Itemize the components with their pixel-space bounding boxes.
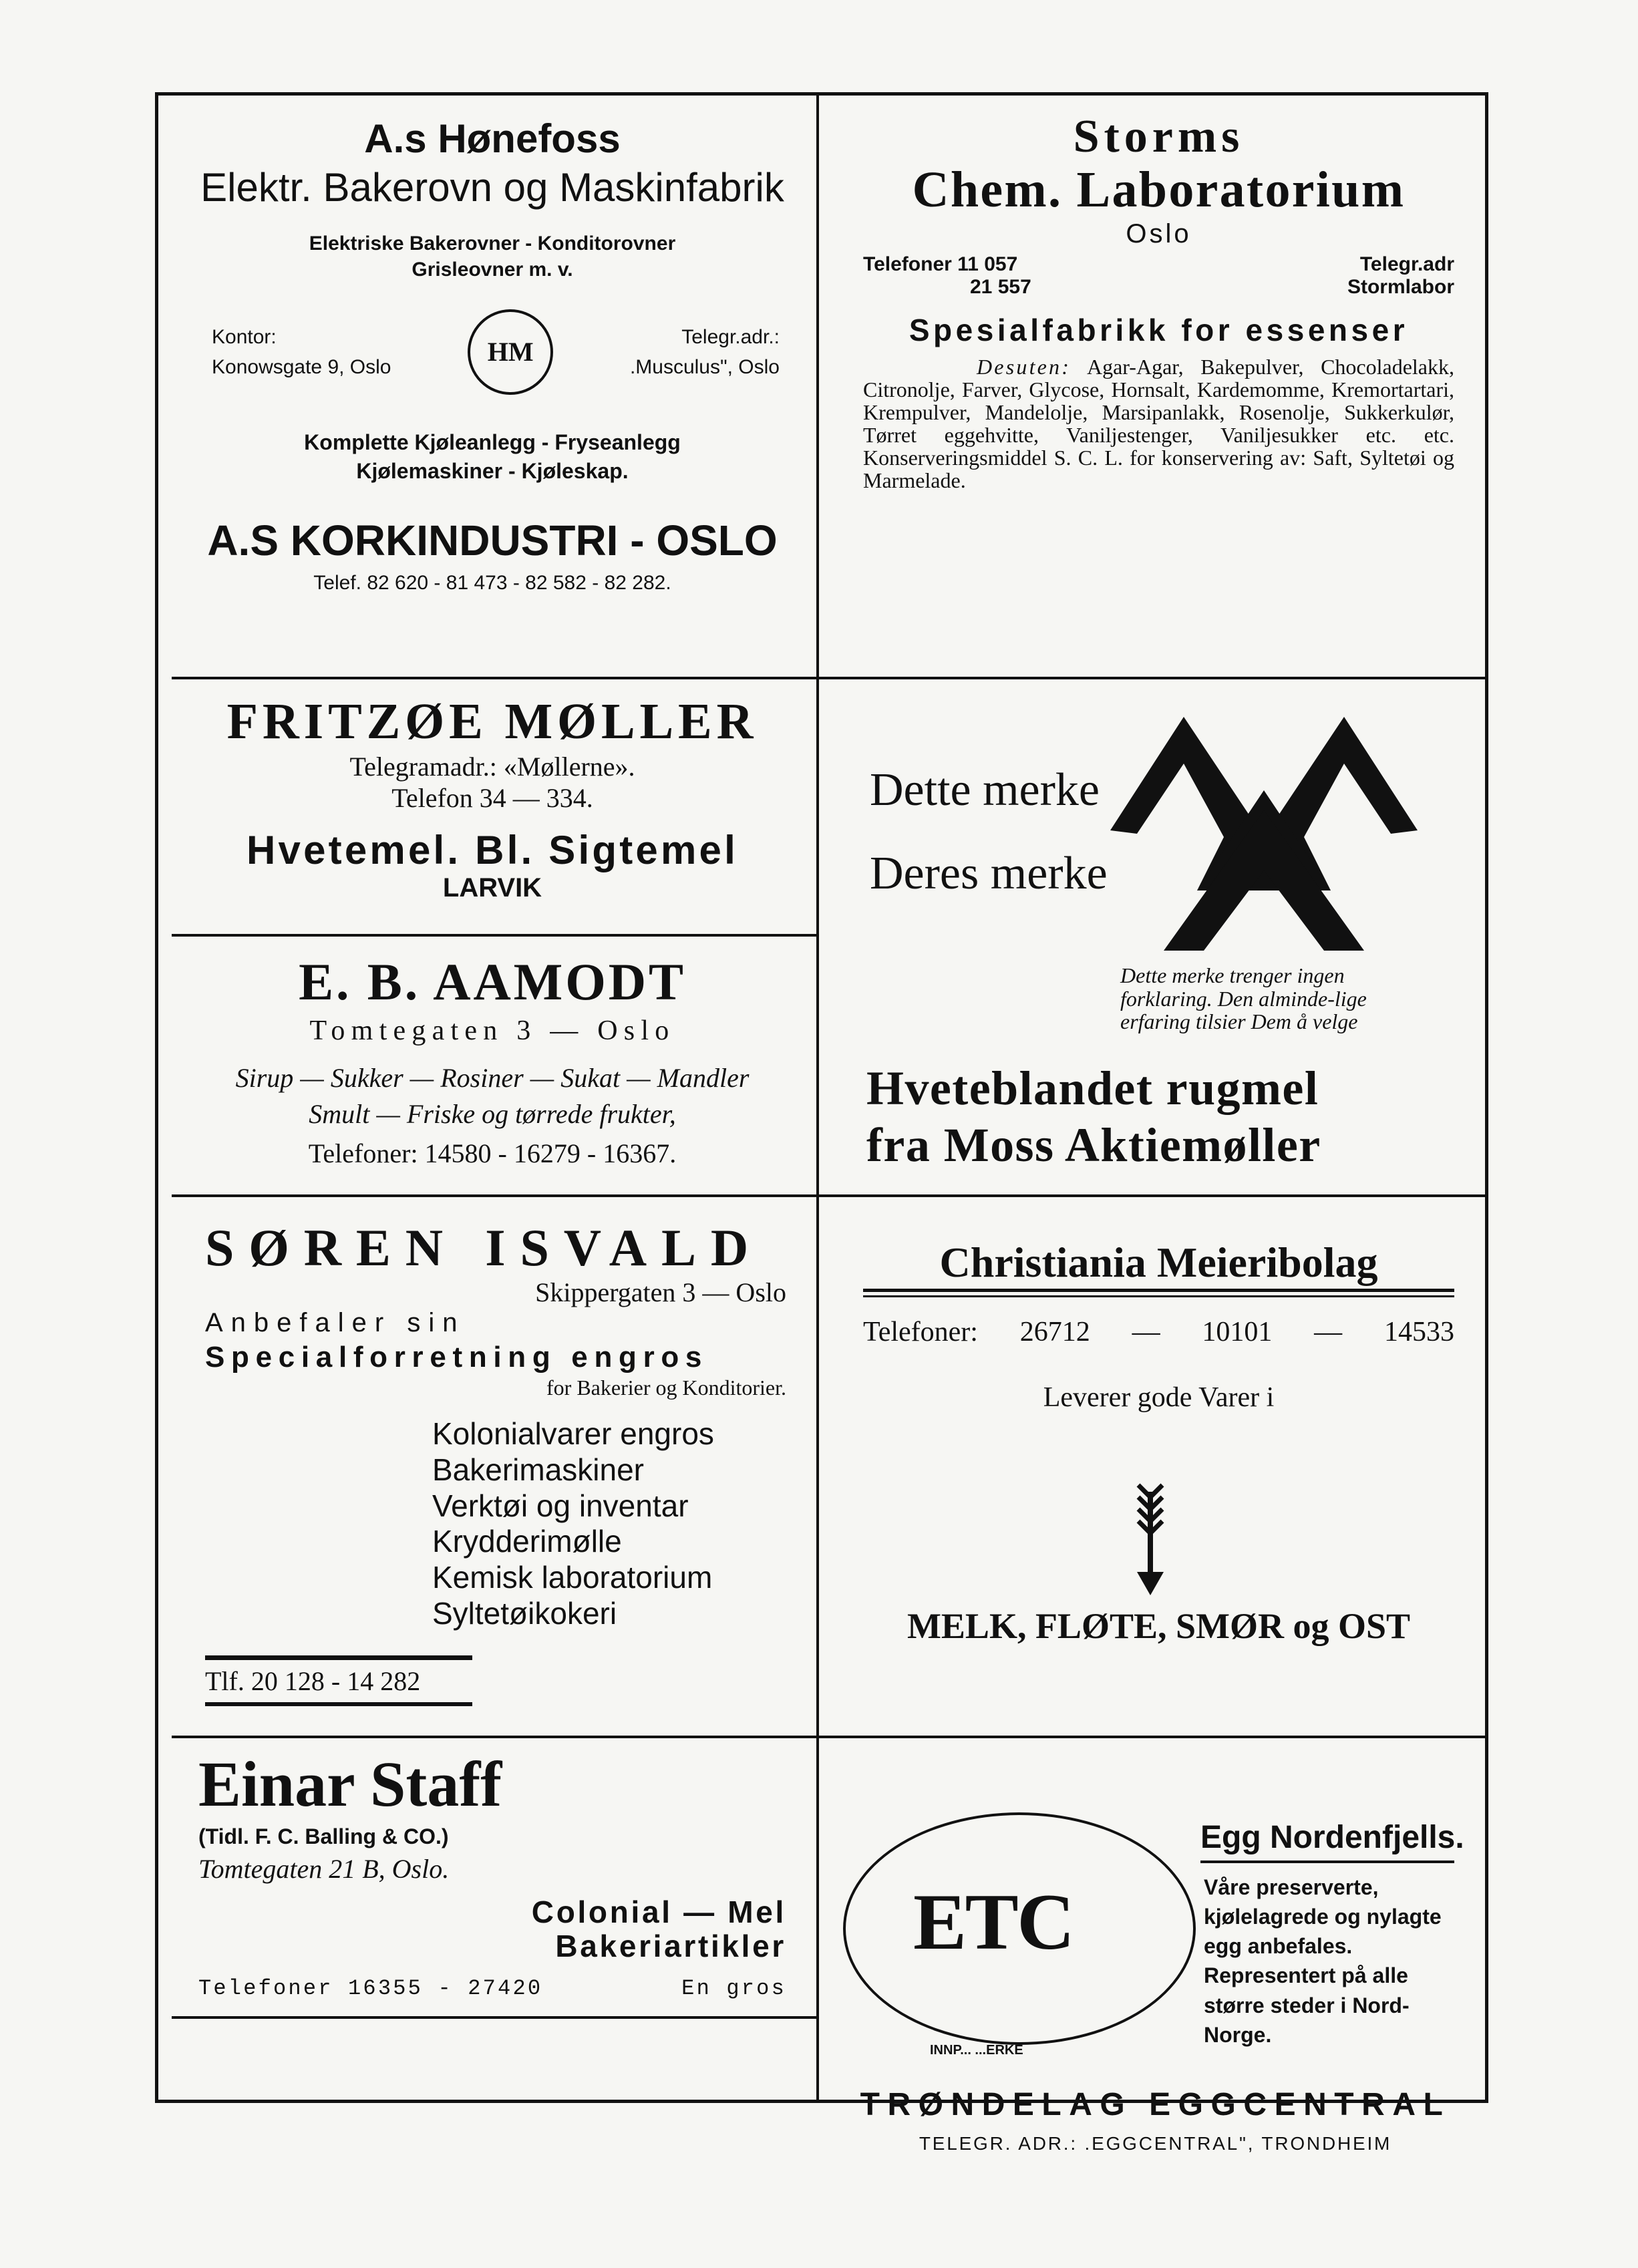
- moss-merke-2: Deres merke: [870, 848, 1108, 899]
- storms-subtitle: Chem. Laboratorium: [912, 162, 1406, 218]
- storms-contact: [863, 253, 1454, 299]
- fritzoe-tel: Telefon 34 — 334.: [391, 783, 593, 813]
- isvald-line-2: Specialforretning engros: [205, 1341, 709, 1373]
- meieri-tel-1: 26712: [1019, 1317, 1090, 1347]
- etc-mark: INNP... ...ERKE: [930, 2043, 1023, 2058]
- telegr-value: .Musculus", Oslo: [629, 356, 780, 378]
- honefoss-products-1: Elektriske Bakerovner - Konditorovner: [309, 232, 676, 255]
- isvald-rule-bottom: [205, 1702, 472, 1706]
- ad-moss: [830, 683, 1481, 1198]
- list-item: Verktøi og inventar: [432, 1488, 689, 1523]
- staff-engros: En gros: [681, 1976, 786, 2001]
- moss-merke-1: Dette merke: [870, 764, 1100, 816]
- aamodt-address: Tomtegaten 3 — Oslo: [309, 1015, 675, 1046]
- isvald-line-3: for Bakerier og Konditorier.: [546, 1375, 786, 1400]
- storms-tel-label: Telefoner: [863, 253, 952, 275]
- storms-title: Storms: [1073, 111, 1245, 162]
- meieri-underline-1: [863, 1289, 1454, 1292]
- meieri-tel-2: 10101: [1202, 1317, 1273, 1347]
- ad-meieri: [830, 1204, 1481, 1739]
- staff-title: Einar Staff: [198, 1748, 502, 1820]
- ad-trondelag: [830, 1746, 1481, 2154]
- isvald-tlf: Tlf. 20 128 - 14 282: [205, 1666, 421, 1696]
- honefoss-contact: [172, 309, 813, 395]
- isvald-line-1: Anbefaler sin: [205, 1308, 466, 1337]
- divider-left-1: [172, 677, 816, 679]
- fritzoe-city: LARVIK: [442, 873, 542, 903]
- trondelag-title: TRØNDELAG EGGCENTRAL: [860, 2087, 1451, 2122]
- office-label: Kontor:: [212, 326, 277, 348]
- meieri-products: MELK, FLØTE, SMØR og OST: [907, 1606, 1411, 1646]
- ad-storms: [830, 110, 1481, 678]
- meieri-title: Christiania Meieribolag: [939, 1239, 1378, 1286]
- korkindustri-telef: Telef. 82 620 - 81 473 - 82 582 - 82 282.: [313, 572, 671, 595]
- moss-big-2: fra Moss Aktiemøller: [866, 1118, 1321, 1172]
- etc-logo-icon: ETC: [913, 1877, 1074, 1966]
- office-address: Konowsgate 9, Oslo: [212, 356, 391, 378]
- staff-tel: Telefoner 16355 - 27420: [198, 1976, 543, 2001]
- staff-formerly: (Tidl. F. C. Balling & CO.): [198, 1824, 449, 1848]
- storms-telegr-label: Telegr.adr: [1359, 253, 1454, 275]
- ad-fritzoe: [172, 683, 813, 937]
- staff-products-1: Colonial — Mel: [531, 1895, 786, 1929]
- aamodt-line-1: Sirup — Sukker — Rosiner — Sukat — Mandler: [235, 1063, 750, 1093]
- fritzoe-products: Hvetemel. Bl. Sigtemel: [247, 828, 738, 872]
- storms-desc-text: Agar-Agar, Bakepulver, Chocoladelakk, Citronolje, Farver, Glycose, Hornsalt, Kardemomme, Kremortartari, Krempulver, Mandelolje, Marsipanlakk, Rosenolje, Sukkerkulør, Tørret eggehvitte, Vaniljestenger, Vaniljesukker etc. etc. Konserveringsmiddel S. C. L. for konservering av: Saft, Syltetøi og Marmelade.: [863, 355, 1455, 492]
- isvald-address: Skippergaten 3 — Oslo: [535, 1277, 786, 1307]
- fritzoe-title: FRITZØE MØLLER: [226, 693, 758, 750]
- honefoss-subtitle: Elektr. Bakerovn og Maskinfabrik: [200, 165, 784, 210]
- moss-logo-icon: [1110, 703, 1418, 957]
- page-frame: [155, 92, 1488, 2154]
- list-item: Kolonialvarer engros: [432, 1416, 714, 1451]
- ad-aamodt: [172, 943, 813, 1196]
- list-item: Kemisk laboratorium: [432, 1560, 713, 1595]
- center-divider: [816, 96, 819, 2100]
- meieri-tel-sep-2: —: [1314, 1317, 1343, 1347]
- fritzoe-telegr: Telegramadr.: «Møllerne».: [349, 752, 635, 782]
- staff-address: Tomtegaten 21 B, Oslo.: [198, 1854, 450, 1884]
- korkindustri-title: A.S KORKINDUSTRI - OSLO: [207, 516, 778, 565]
- meieri-tel-sep-1: —: [1132, 1317, 1160, 1347]
- staff-bottom: [198, 1976, 786, 2001]
- hm-logo-icon: HM: [468, 309, 553, 395]
- isvald-rule-top: [205, 1655, 472, 1660]
- divider-left-5: [172, 2016, 816, 2019]
- meieri-line: Leverer gode Varer i: [1043, 1382, 1275, 1413]
- isvald-title: SØREN ISVALD: [205, 1219, 764, 1277]
- meieri-tels: [863, 1316, 1454, 1348]
- storms-heading: Spesialfabrikk for essenser: [909, 313, 1409, 347]
- storms-telegr-value: Stormlabor: [1347, 276, 1454, 298]
- storms-tel-2: 21 557: [970, 276, 1031, 298]
- storms-desc-lead: Desuten:: [977, 355, 1072, 379]
- honefoss-products-2: Grisleovner m. v.: [412, 259, 573, 281]
- egg-title: Egg Nordenfjells.: [1200, 1820, 1464, 1855]
- list-item: Bakerimaskiner: [432, 1452, 644, 1487]
- honefoss-products-3: Komplette Kjøleanlegg - Fryseanlegg: [304, 430, 681, 454]
- telegr-label: Telegr.adr.:: [681, 326, 780, 348]
- egg-desc: Våre preserverte, kjølelagrede og nylagte egg anbefales. Representert på alle større steder i Nord-Norge.: [1204, 1875, 1442, 2047]
- meieri-tel-label: Telefoner:: [863, 1317, 978, 1347]
- meieri-underline-2: [863, 1295, 1454, 1297]
- storms-tel-1: 11 057: [957, 253, 1018, 275]
- honefoss-title: A.s Hønefoss: [364, 116, 621, 161]
- trondelag-telegr: TELEGR. ADR.: .EGGCENTRAL", TRONDHEIM: [919, 2133, 1392, 2154]
- ad-staff: [172, 1746, 813, 2013]
- storms-city: Oslo: [1126, 219, 1192, 249]
- staff-products-2: Bakeriartikler: [555, 1928, 786, 1963]
- honefoss-products-4: Kjølemaskiner - Kjøleskap.: [356, 459, 629, 484]
- moss-big-1: Hveteblandet rugmel: [866, 1062, 1319, 1115]
- ad-honefoss: [172, 116, 813, 677]
- storms-desc: [863, 356, 1454, 492]
- arrow-logo-icon: [1130, 1478, 1170, 1599]
- egg-underline: [1200, 1860, 1454, 1863]
- meieri-tel-3: 14533: [1383, 1317, 1454, 1347]
- isvald-list: [432, 1416, 786, 1632]
- aamodt-tel: Telefoner: 14580 - 16279 - 16367.: [308, 1138, 677, 1168]
- list-item: Syltetøikokeri: [432, 1596, 617, 1631]
- moss-desc: Dette merke trenger ingen forklaring. Den alminde-lige erfaring tilsier Dem å velge: [1120, 963, 1367, 1034]
- ad-isvald: [172, 1204, 813, 1739]
- list-item: Krydderimølle: [432, 1524, 622, 1559]
- aamodt-line-2: Smult — Friske og tørrede frukter,: [309, 1099, 676, 1129]
- aamodt-title: E. B. AAMODT: [299, 953, 686, 1011]
